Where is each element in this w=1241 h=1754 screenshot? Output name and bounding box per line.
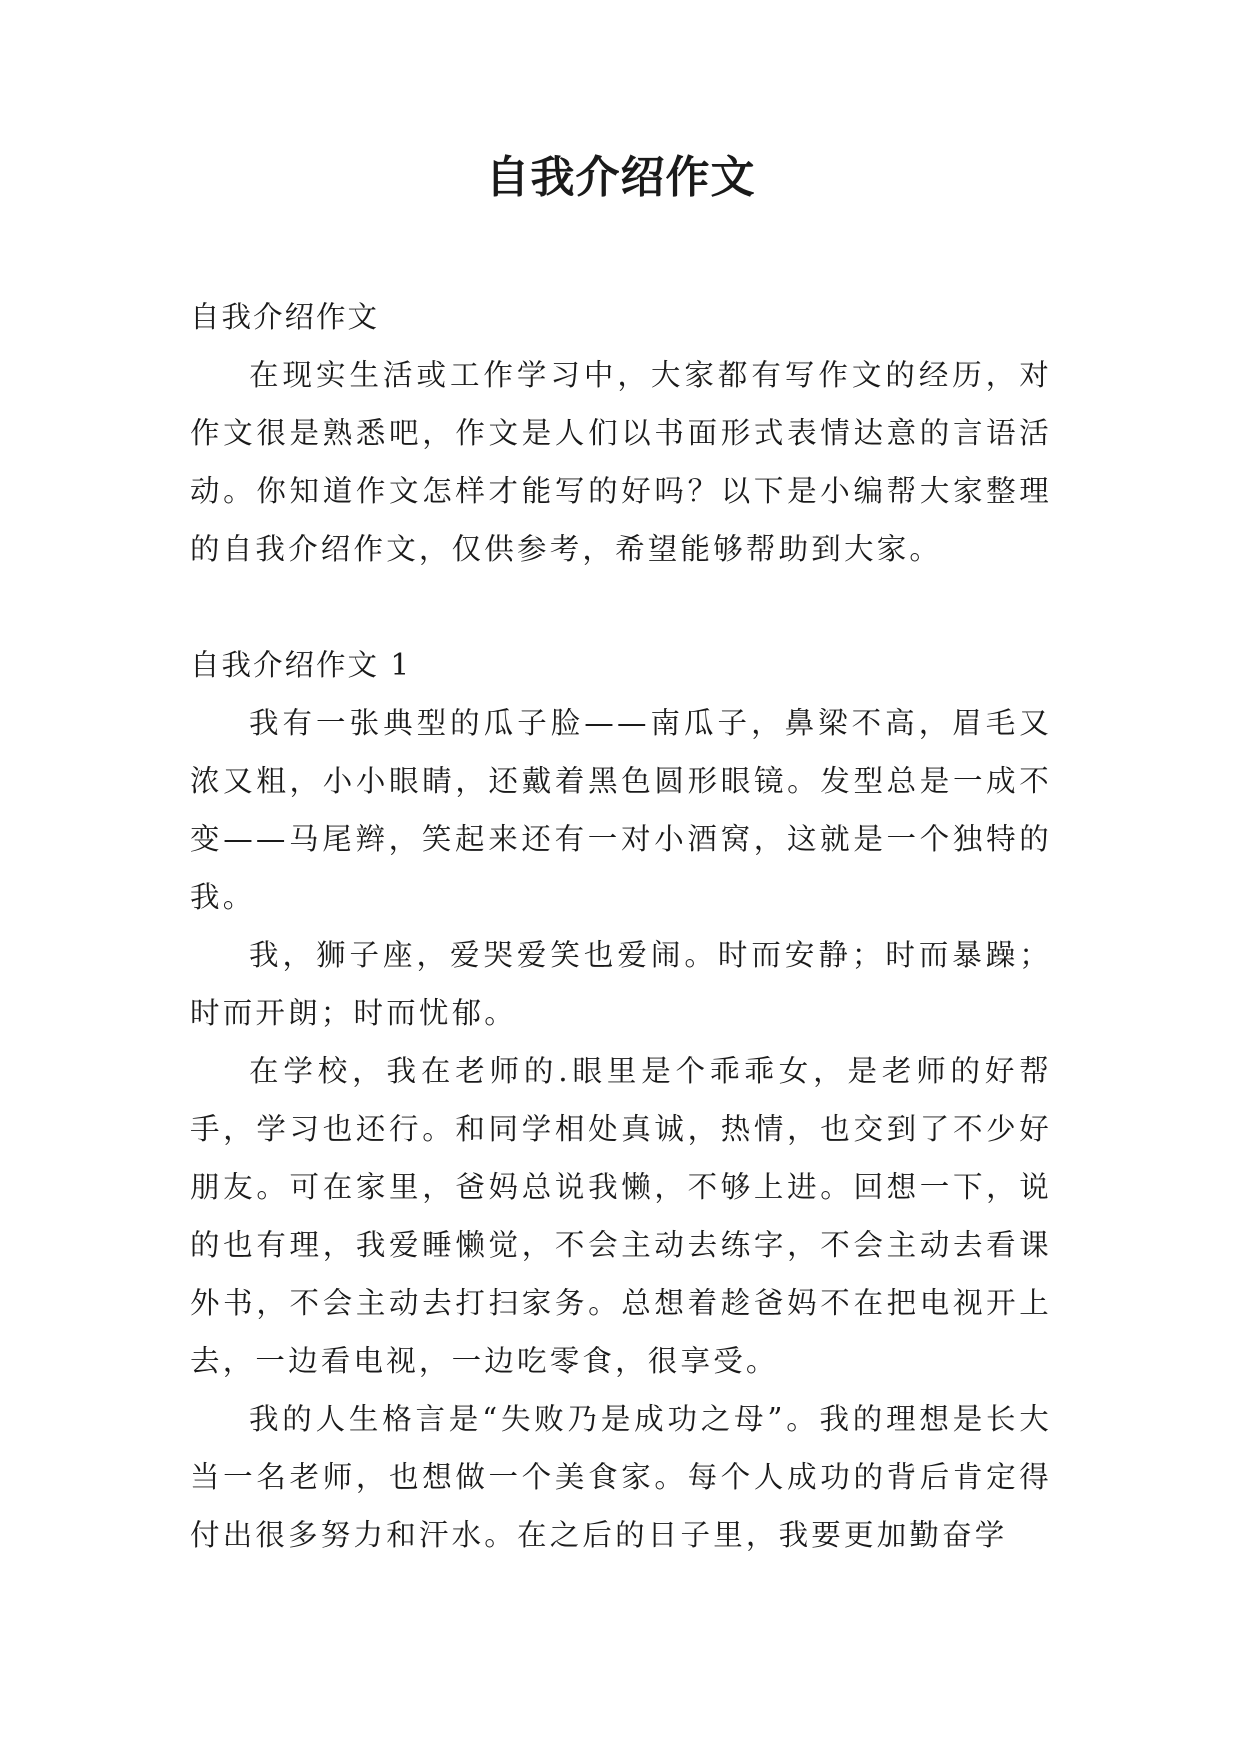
paragraph-appearance: 我有一张典型的瓜子脸——南瓜子，鼻梁不高，眉毛又浓又粗，小小眼睛，还戴着黑色圆形眼镜。发型总是一成不变——马尾辫，笑起来还有一对小酒窝，这就是一个独特的我。 [190,706,1052,914]
section-spacer [190,578,1052,636]
paragraph-personality: 我，狮子座，爱哭爱笑也爱闹。时而安静；时而暴躁；时而开朗；时而忧郁。 [190,938,1052,1030]
section-heading: 自我介绍作文 1 [190,648,412,682]
document-title: 自我介绍作文 [485,152,756,203]
intro-heading: 自我介绍作文 [190,300,380,334]
document-body [190,288,1052,1564]
paragraph-motto: 我的人生格言是“失败乃是成功之母”。我的理想是长大当一名老师，也想做一个美食家。每个人成功的背后肯定得付出很多努力和汗水。在之后的日子里，我要更加勤奋学 [190,1402,1052,1552]
intro-paragraph: 在现实生活或工作学习中，大家都有写作文的经历，对作文很是熟悉吧，作文是人们以书面形式表情达意的言语活动。你知道作文怎样才能写的好吗？以下是小编帮大家整理的自我介绍作文，仅供参考，希望能够帮助到大家。 [190,358,1052,566]
paragraph-school-home: 在学校，我在老师的.眼里是个乖乖女，是老师的好帮手，学习也还行。和同学相处真诚，热情，也交到了不少好朋友。可在家里，爸妈总说我懒，不够上进。回想一下，说的也有理，我爱睡懒觉，不会主动去练字，不会主动去看课外书，不会主动去打扫家务。总想着趁爸妈不在把电视开上去，一边看电视，一边吃零食，很享受。 [190,1054,1052,1378]
